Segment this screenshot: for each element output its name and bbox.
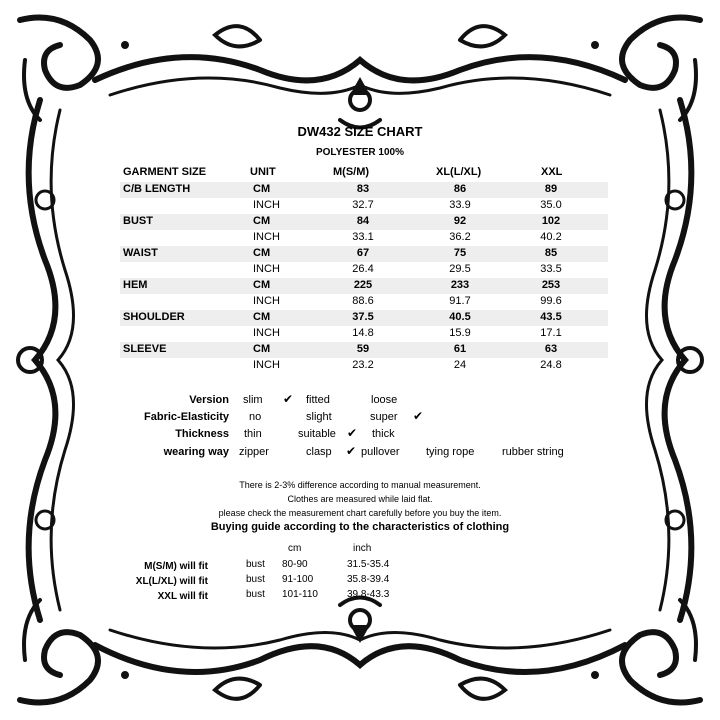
- guide-row-inch: 35.8-39.4: [347, 574, 390, 585]
- attr-option: thick: [372, 428, 395, 440]
- value-cm: 92: [453, 215, 467, 227]
- value-cm: 225: [353, 279, 373, 291]
- value-inch: 24.8: [540, 359, 562, 371]
- attr-label-thickness: Thickness: [175, 428, 229, 440]
- value-inch: 88.6: [352, 295, 374, 307]
- attr-option: clasp: [306, 446, 332, 458]
- value-cm: 40.5: [449, 311, 471, 323]
- guide-row-label: XXL will fit: [157, 591, 208, 602]
- guide-row-inch: 39.8-43.3: [347, 589, 390, 600]
- value-cm: 233: [450, 279, 470, 291]
- value-inch: 17.1: [540, 327, 562, 339]
- attr-option: pullover: [361, 446, 400, 458]
- unit-cm: CM: [253, 183, 271, 195]
- attr-option: tying rope: [426, 446, 475, 458]
- attr-option: suitable: [298, 428, 336, 440]
- unit-cm: CM: [253, 343, 271, 355]
- value-cm: 75: [453, 247, 467, 259]
- header-size-xl: XL(L/XL): [436, 166, 482, 178]
- header-size-xxl: XXL: [541, 166, 563, 178]
- value-cm: 37.5: [352, 311, 374, 323]
- unit-inch: INCH: [253, 359, 280, 371]
- value-inch: 29.5: [449, 263, 471, 275]
- guide-row-cm: 91-100: [282, 574, 314, 585]
- row-label: WAIST: [123, 247, 158, 259]
- header-size-m: M(S/M): [333, 166, 370, 178]
- attr-label-elasticity: Fabric-Elasticity: [144, 411, 229, 423]
- value-inch: 15.9: [449, 327, 471, 339]
- value-cm: 89: [544, 183, 558, 195]
- attr-label-version: Version: [189, 394, 229, 406]
- guide-row-inch: 31.5-35.4: [347, 559, 390, 570]
- value-inch: 33.9: [449, 199, 471, 211]
- unit-cm: CM: [253, 311, 271, 323]
- check-icon: ✔: [283, 392, 294, 406]
- guide-row-part: bust: [246, 574, 265, 585]
- value-cm: 102: [541, 215, 561, 227]
- guide-row-part: bust: [246, 589, 265, 600]
- value-inch: 14.8: [352, 327, 374, 339]
- value-cm: 43.5: [540, 311, 562, 323]
- guide-row-part: bust: [246, 559, 265, 570]
- value-cm: 63: [544, 343, 558, 355]
- attr-option: super: [370, 411, 398, 423]
- guide-row-cm: 101-110: [282, 589, 318, 600]
- value-inch: 24: [453, 359, 467, 371]
- unit-inch: INCH: [253, 327, 280, 339]
- value-cm: 61: [453, 343, 467, 355]
- value-inch: 33.1: [352, 231, 374, 243]
- value-cm: 84: [356, 215, 370, 227]
- check-icon: ✔: [413, 409, 424, 423]
- note-line: There is 2-3% difference according to manual measurement.: [239, 480, 481, 490]
- value-inch: 36.2: [449, 231, 471, 243]
- row-label: SLEEVE: [123, 343, 167, 355]
- unit-inch: INCH: [253, 263, 280, 275]
- attr-option: zipper: [239, 446, 269, 458]
- value-inch: 35.0: [540, 199, 562, 211]
- value-cm: 59: [356, 343, 370, 355]
- guide-row-label: M(S/M) will fit: [144, 561, 208, 572]
- attr-option: slight: [306, 411, 332, 423]
- guide-row-cm: 80-90: [282, 559, 308, 570]
- attr-option: thin: [244, 428, 262, 440]
- value-inch: 33.5: [540, 263, 562, 275]
- value-cm: 67: [356, 247, 370, 259]
- unit-inch: INCH: [253, 295, 280, 307]
- row-label: BUST: [123, 215, 153, 227]
- material-label: POLYESTER 100%: [315, 147, 404, 158]
- note-line: please check the measurement chart carefully before you buy the item.: [218, 508, 502, 518]
- unit-cm: CM: [253, 247, 271, 259]
- guide-col-inch: inch: [353, 543, 372, 554]
- value-cm: 83: [356, 183, 370, 195]
- guide-row-label: XL(L/XL) will fit: [135, 576, 208, 587]
- header-garment-size: GARMENT SIZE: [123, 166, 207, 178]
- chart-title: DW432 SIZE CHART: [297, 124, 423, 139]
- value-inch: 91.7: [449, 295, 471, 307]
- attr-label-wearing-way: wearing way: [163, 446, 229, 458]
- row-label: C/B LENGTH: [123, 183, 191, 195]
- value-cm: 85: [544, 247, 558, 259]
- header-unit: UNIT: [250, 166, 276, 178]
- attr-option: no: [249, 411, 262, 423]
- value-inch: 99.6: [540, 295, 562, 307]
- attr-option: loose: [371, 394, 398, 406]
- check-icon: ✔: [347, 426, 358, 440]
- note-line: Clothes are measured while laid flat.: [287, 494, 433, 504]
- row-label: HEM: [123, 279, 148, 291]
- guide-col-cm: cm: [288, 543, 302, 554]
- value-cm: 253: [541, 279, 561, 291]
- attr-option: slim: [243, 394, 263, 406]
- unit-cm: CM: [253, 215, 271, 227]
- value-cm: 86: [453, 183, 467, 195]
- value-inch: 32.7: [352, 199, 374, 211]
- unit-cm: CM: [253, 279, 271, 291]
- unit-inch: INCH: [253, 199, 280, 211]
- value-inch: 23.2: [352, 359, 374, 371]
- attr-option: rubber string: [502, 446, 564, 458]
- value-inch: 40.2: [540, 231, 562, 243]
- row-label: SHOULDER: [123, 311, 185, 323]
- value-inch: 26.4: [352, 263, 374, 275]
- unit-inch: INCH: [253, 231, 280, 243]
- buying-guide-title: Buying guide according to the characteristics of clothing: [210, 521, 510, 533]
- check-icon: ✔: [346, 444, 357, 458]
- attr-option: fitted: [306, 394, 330, 406]
